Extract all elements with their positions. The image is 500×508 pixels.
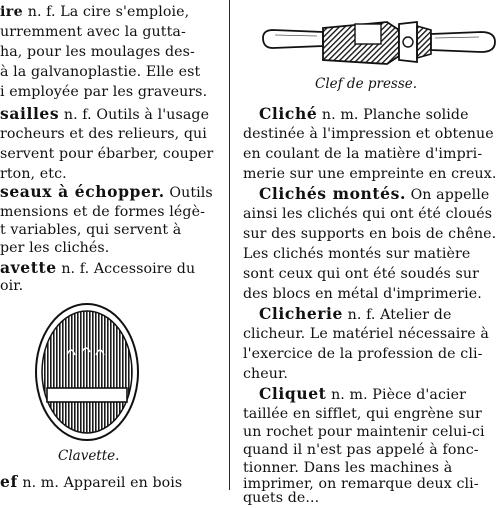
- entry-line: [243, 344, 483, 364]
- entry-text: merie sur une empreinte en creux.: [243, 166, 497, 182]
- entry-line: [243, 488, 319, 508]
- entry-text: sur des supports en bois de chêne.: [243, 226, 497, 242]
- entry-text: ha, pour les moulages des-: [0, 44, 195, 60]
- entry-text: tionner. Dans les machines à: [243, 460, 453, 476]
- headword: Clichés montés.: [259, 184, 406, 203]
- entry-line: [243, 164, 496, 184]
- entry-text: n. f. Outils à l'usage: [59, 107, 210, 123]
- headword: Cliché: [259, 104, 318, 123]
- entry-text: sont ceux qui ont été soudés sur: [243, 266, 479, 282]
- entry-text: Les clichés montés sur matière: [243, 246, 471, 262]
- entry-text: rocheurs et des relieurs, qui: [0, 126, 207, 142]
- entry-text: rton, etc.: [0, 166, 67, 182]
- entry-line: [243, 440, 479, 460]
- entry-line: [0, 104, 209, 125]
- entry-line: [259, 384, 466, 405]
- entry-text: per les clichés.: [0, 240, 110, 256]
- entry-text: un rochet pour maintenir celui-ci: [243, 424, 485, 440]
- entry-text: quets de...: [243, 490, 320, 506]
- entry-line: [243, 422, 485, 442]
- entry-line: [243, 204, 492, 224]
- entry-line: [0, 2, 189, 22]
- entry-text: n. f. Accessoire du: [56, 261, 196, 277]
- entry-line: [0, 164, 67, 184]
- entry-text: taillée en sifflet, qui engrène sur: [243, 406, 482, 422]
- entry-line: [0, 62, 200, 82]
- entry-line: [243, 224, 496, 244]
- entry-text: urremment avec la gutta-: [0, 24, 186, 40]
- entry-line: [0, 238, 109, 258]
- entry-line: [243, 244, 470, 264]
- entry-line: [243, 364, 288, 384]
- entry-text: servent pour ébarber, couper: [0, 146, 214, 162]
- headword: Clicherie: [259, 304, 343, 323]
- entry-line: [0, 124, 207, 144]
- entry-line: [243, 124, 494, 144]
- press-key-caption: Clef de presse.: [315, 76, 418, 92]
- entry-text: n. m. Planche solide: [317, 107, 469, 123]
- left-column: [0, 0, 222, 490]
- entry-text: ainsi les clichés qui ont été cloués: [243, 206, 493, 222]
- entry-text: l'exercice de la profession de cli-: [243, 346, 483, 362]
- entry-line: [259, 104, 469, 125]
- entry-text: à la galvanoplastie. Elle est: [0, 64, 201, 80]
- entry-line: [0, 22, 186, 42]
- entry-text: n. f. Atelier de: [343, 307, 452, 323]
- column-divider: [229, 0, 230, 490]
- entry-line: [243, 324, 489, 344]
- entry-text: t variables, qui servent à: [0, 222, 182, 238]
- entry-line: [243, 144, 482, 164]
- entry-text: en coulant de la matière d'impri-: [243, 146, 483, 162]
- entry-line: [0, 202, 205, 222]
- entry-line: [0, 144, 213, 164]
- entry-text: n. m. Appareil en bois: [17, 475, 183, 491]
- right-column: [237, 0, 500, 506]
- headword: avette: [0, 258, 57, 277]
- entry-line: [0, 258, 195, 279]
- entry-line: [0, 42, 195, 62]
- entry-text: des blocs en métal d'imprimerie.: [243, 286, 482, 302]
- entry-line: [243, 284, 482, 304]
- entry-text: n. f. La cire s'emploie,: [23, 4, 190, 20]
- clavette-caption: Clavette.: [58, 448, 120, 464]
- headword: ef: [0, 472, 18, 491]
- entry-text: n. m. Pièce d'acier: [326, 387, 467, 403]
- headword: sailles: [0, 104, 60, 123]
- entry-line: [0, 220, 181, 240]
- entry-line: [243, 264, 479, 284]
- entry-text: mensions et de formes légè-: [0, 204, 205, 220]
- entry-line: [0, 276, 23, 296]
- clavette-illustration: [32, 300, 142, 445]
- entry-text: cheur.: [243, 366, 288, 382]
- entry-text: imprimer, on remarque deux cli-: [243, 476, 479, 492]
- entry-line: [259, 304, 451, 325]
- entry-text: destinée à l'impression et obtenue: [243, 126, 494, 142]
- entry-line: [259, 184, 489, 205]
- entry-text: Outils: [164, 185, 213, 201]
- headword: Cliquet: [259, 384, 327, 403]
- headword: seaux à échopper.: [0, 182, 165, 201]
- entry-text: quand il n'est pas appelé à fonc-: [243, 442, 479, 458]
- entry-line: [0, 182, 213, 203]
- entry-text: oir.: [0, 278, 24, 294]
- press-key-illustration: [259, 10, 499, 72]
- entry-text: i employée par les graveurs.: [0, 84, 208, 100]
- entry-line: [0, 82, 207, 102]
- entry-line: [243, 404, 482, 424]
- entry-line: [0, 472, 182, 493]
- headword: ire: [0, 4, 24, 20]
- entry-text: clicheur. Le matériel nécessaire à: [243, 326, 489, 342]
- entry-text: On appelle: [405, 187, 490, 203]
